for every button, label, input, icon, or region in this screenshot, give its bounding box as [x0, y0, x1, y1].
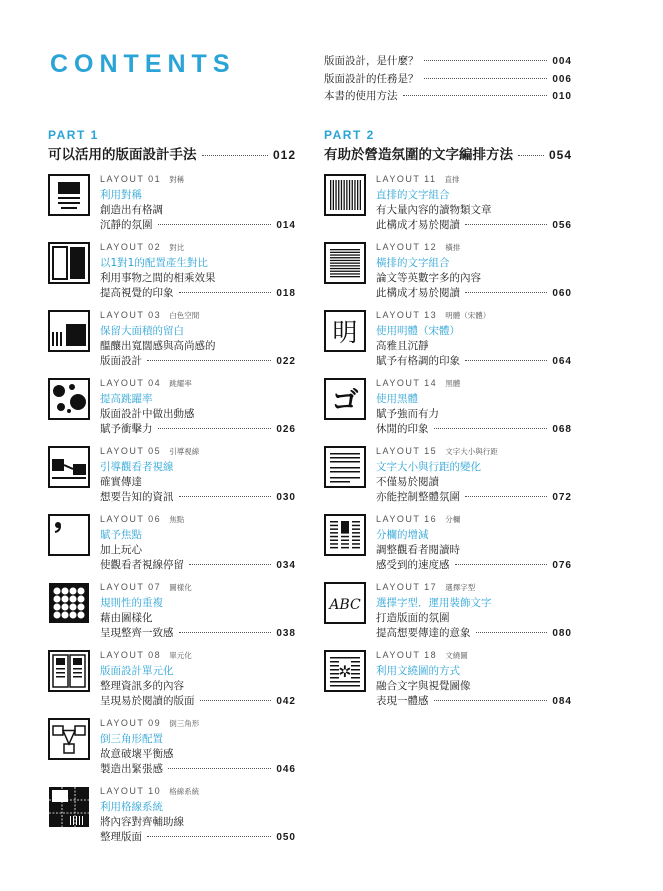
toc-entry-page: 022 — [276, 356, 296, 367]
symmetry-icon — [48, 174, 90, 216]
toc-entry-body — [376, 242, 572, 301]
toc-entry-body — [100, 174, 296, 233]
toc-entry-page: 064 — [552, 356, 572, 367]
layout-category: 跳耀率 — [169, 379, 192, 388]
toc-entry-body — [376, 446, 572, 505]
layout-number: LAYOUT 13 — [376, 310, 438, 320]
pattern-icon — [48, 582, 90, 624]
toc-entry-line: 提高想要傳達的意象 — [376, 627, 471, 639]
toc-entry-header — [376, 650, 572, 664]
toc-entry-line: 藉由圖樣化 — [100, 612, 153, 624]
toc-entry-line: 賦予衝擊力 — [100, 423, 153, 435]
toc-entry-last-line — [100, 354, 296, 369]
toc-entry-body — [376, 174, 572, 233]
toc-entry-heading: 版面設計單元化 — [100, 665, 174, 677]
part-2-column — [324, 128, 572, 707]
layout-number: LAYOUT 12 — [376, 242, 438, 252]
leader-dots — [403, 95, 548, 96]
toc-entry-page: 026 — [276, 424, 296, 435]
toc-entry-body — [100, 310, 296, 369]
toc-entry-body — [100, 446, 296, 505]
part-title-text: 有助於營造氛圍的文字編排方法 — [324, 147, 513, 163]
toc-entry-last-line — [376, 218, 572, 233]
leader-dots — [434, 428, 548, 429]
toc-entry-page: 072 — [552, 492, 572, 503]
leader-dots — [179, 632, 272, 633]
toc-entry-line: 製造出緊張感 — [100, 763, 163, 775]
toc-entry-header — [100, 310, 296, 324]
toc-entry-heading: 保留大面積的留白 — [100, 325, 184, 337]
intro-item-label: 本書的使用方法 — [324, 90, 398, 102]
toc-entry-header — [376, 582, 572, 596]
toc-entry-header — [100, 786, 296, 800]
layout-number: LAYOUT 15 — [376, 446, 438, 456]
leader-dots — [147, 360, 271, 361]
leader-dots — [465, 360, 547, 361]
layout-number: LAYOUT 07 — [100, 582, 162, 592]
layout-number: LAYOUT 09 — [100, 718, 162, 728]
toc-entry-line: 賦予有格調的印象 — [376, 355, 460, 367]
page-title: CONTENTS — [50, 50, 236, 78]
layout-category: 單元化 — [169, 651, 192, 660]
toc-entry-body — [100, 378, 296, 437]
part-title-text: 可以活用的版面設計手法 — [48, 147, 197, 163]
layout-number: LAYOUT 01 — [100, 174, 162, 184]
toc-entry-last-line — [376, 354, 572, 369]
toc-entry-body — [376, 514, 572, 573]
toc-entry-last-line — [100, 694, 296, 709]
toc-entry-heading: 利用對稱 — [100, 189, 142, 201]
toc-entry-header — [376, 514, 572, 528]
guide-eye-icon — [48, 446, 90, 488]
part-title[interactable] — [48, 143, 296, 165]
toc-entry-line: 提高視覺的印象 — [100, 287, 174, 299]
toc-entry-line: 加上玩心 — [100, 544, 142, 556]
toc-entry-line: 此構成才易於閱讀 — [376, 287, 460, 299]
toc-entry-heading: 橫排的文字組合 — [376, 257, 450, 269]
layout-category: 黑體 — [445, 379, 461, 388]
toc-entry-page: 034 — [276, 560, 296, 571]
part-title[interactable] — [324, 143, 572, 165]
layout-number: LAYOUT 10 — [100, 786, 162, 796]
toc-entry-last-line — [100, 762, 296, 777]
toc-entry-line: 想要告知的資訊 — [100, 491, 174, 503]
toc-entry-heading: 文字大小與行距的變化 — [376, 461, 481, 473]
leader-dots — [158, 224, 272, 225]
toc-entry-page: 046 — [276, 764, 296, 775]
layout-category: 焦點 — [169, 515, 185, 524]
toc-entry-body — [376, 378, 572, 437]
leader-dots — [424, 60, 548, 61]
layout-category: 對比 — [169, 243, 185, 252]
toc-entry-last-line — [376, 558, 572, 573]
layout-category: 選擇字型 — [445, 583, 476, 592]
toc-entry-line: 不僅易於閱讀 — [376, 476, 439, 488]
toc-entry-last-line — [100, 422, 296, 437]
layout-number: LAYOUT 18 — [376, 650, 438, 660]
toc-entry-last-line — [376, 694, 572, 709]
toc-entry-header — [100, 514, 296, 528]
toc-entry-page: 068 — [552, 424, 572, 435]
toc-entry-header — [100, 446, 296, 460]
part-title-page: 054 — [548, 148, 572, 162]
toc-entry-page: 084 — [552, 696, 572, 707]
toc-entry-heading: 分欄的增減 — [376, 529, 429, 541]
layout-category: 圖樣化 — [169, 583, 192, 592]
whitespace-icon — [48, 310, 90, 352]
toc-entry-last-line — [100, 218, 296, 233]
toc-entry-page: 042 — [276, 696, 296, 707]
layout-number: LAYOUT 17 — [376, 582, 438, 592]
part-label: PART 1 — [48, 128, 99, 142]
toc-entry-body — [100, 650, 296, 709]
layout-number: LAYOUT 16 — [376, 514, 438, 524]
leader-dots — [202, 155, 268, 156]
toc-entry-line: 醞釀出寬闊感與高尚感的 — [100, 340, 216, 352]
toc-entry-heading: 使用黑體 — [376, 393, 418, 405]
toc-entry-line: 將內容對齊輔助線 — [100, 816, 184, 828]
intro-item-label: 版面設計的任務是？ — [324, 72, 419, 85]
toc-entry-last-line — [100, 830, 296, 845]
toc-entry-header — [100, 718, 296, 732]
leader-dots — [179, 292, 272, 293]
toc-entry-heading: 提高跳躍率 — [100, 393, 153, 405]
leader-dots — [455, 564, 548, 565]
toc-entry-line: 版面設計中做出動感 — [100, 408, 195, 420]
svg-text:ゴ: ゴ — [331, 386, 359, 417]
line-spacing-icon — [324, 446, 366, 488]
leader-dots — [147, 836, 271, 837]
leader-dots — [424, 78, 548, 79]
toc-entry-body — [376, 582, 572, 641]
horizontal-text-icon — [324, 242, 366, 284]
toc-entry-line: 賦予強而有力 — [376, 408, 439, 420]
toc-entry-line: 呈現易於閱讀的版面 — [100, 695, 195, 707]
intro-item[interactable] — [324, 71, 572, 89]
toc-entry-body — [100, 718, 296, 777]
part-1-column — [48, 128, 296, 843]
toc-entry-line: 整理版面 — [100, 831, 142, 843]
svg-text:✲: ✲ — [338, 662, 352, 681]
leader-dots — [168, 768, 271, 769]
layout-number: LAYOUT 02 — [100, 242, 162, 252]
toc-entry-last-line — [100, 286, 296, 301]
intro-list — [324, 53, 572, 106]
focus-icon — [48, 514, 90, 556]
toc-entry-line: 確實傳達 — [100, 476, 142, 488]
toc-entry-header — [376, 242, 572, 256]
toc-entry-line: 利用事物之間的相乘效果 — [100, 272, 216, 284]
leader-dots — [434, 700, 548, 701]
layout-category: 引導視線 — [169, 447, 200, 456]
layout-number: LAYOUT 06 — [100, 514, 162, 524]
layout-number: LAYOUT 14 — [376, 378, 438, 388]
toc-entry-line: 呈現整齊一致感 — [100, 627, 174, 639]
toc-entry-header — [376, 446, 572, 460]
toc-entry-last-line — [100, 490, 296, 505]
toc-entry-body — [100, 786, 296, 845]
toc-entry-line: 此構成才易於閱讀 — [376, 219, 460, 231]
layout-category: 橫排 — [445, 243, 461, 252]
toc-entry-header — [376, 174, 572, 188]
layout-category: 倒三角形 — [169, 719, 200, 728]
toc-entry-last-line — [100, 558, 296, 573]
toc-entry-body — [100, 582, 296, 641]
toc-entry-page: 018 — [276, 288, 296, 299]
part-label: PART 2 — [324, 128, 375, 142]
toc-entry-line: 休閒的印象 — [376, 423, 429, 435]
toc-entry-page: 080 — [552, 628, 572, 639]
intro-item-page: 010 — [552, 91, 572, 102]
toc-entry-line: 沉靜的氛圍 — [100, 219, 153, 231]
toc-entry-heading: 賦予焦點 — [100, 529, 142, 541]
toc-entry-header — [100, 650, 296, 664]
toc-entry-line: 調整觀看者閱讀時 — [376, 544, 460, 556]
toc-entry-heading: 利用格線系統 — [100, 801, 163, 813]
toc-entry-last-line — [376, 626, 572, 641]
toc-entry-page: 076 — [552, 560, 572, 571]
toc-entry-line: 故意破壞平衡感 — [100, 748, 174, 760]
leader-dots — [465, 496, 547, 497]
layout-category: 格線系統 — [169, 787, 200, 796]
part-title-page: 012 — [272, 148, 296, 162]
toc-entry-page: 050 — [276, 832, 296, 843]
toc-entry-heading: 選擇字型．運用裝飾文字 — [376, 597, 492, 609]
toc-entry-body — [100, 242, 296, 301]
gothic-icon — [324, 378, 366, 420]
leader-dots — [158, 428, 272, 429]
layout-category: 直排 — [444, 175, 460, 184]
intro-item-label: 版面設計，是什麼？ — [324, 55, 419, 67]
toc-entry-last-line — [100, 626, 296, 641]
toc-entry-line: 創造出有格調 — [100, 204, 163, 216]
toc-entry-header — [376, 310, 572, 324]
unit-icon — [48, 650, 90, 692]
typeface-icon — [324, 582, 366, 624]
leader-dots — [518, 155, 544, 156]
toc-entry-line: 使觀看者視線停留 — [100, 559, 184, 571]
toc-entry-line: 論文等英數字多的內容 — [376, 272, 481, 284]
toc-entry-line: 有大量內容的讀物類文章 — [376, 204, 492, 216]
layout-number: LAYOUT 11 — [376, 174, 437, 184]
layout-category: 分欄 — [445, 515, 461, 524]
layout-number: LAYOUT 08 — [100, 650, 162, 660]
toc-entry-header — [100, 242, 296, 256]
toc-entry-line: 感受到的速度感 — [376, 559, 450, 571]
svg-text:明: 明 — [332, 318, 358, 347]
leader-dots — [476, 632, 548, 633]
columns-icon — [324, 514, 366, 556]
toc-entry-heading: 利用文繞圖的方式 — [376, 665, 460, 677]
contrast-icon — [48, 242, 90, 284]
layout-number: LAYOUT 03 — [100, 310, 162, 320]
toc-entry-heading: 使用明體（宋體） — [376, 325, 460, 337]
toc-entry-last-line — [376, 286, 572, 301]
toc-entry-heading: 規則性的重複 — [100, 597, 163, 609]
toc-entry-header — [100, 174, 296, 188]
layout-category: 明體（宋體） — [445, 311, 491, 320]
intro-item-page: 006 — [552, 73, 572, 85]
toc-entry-line: 融合文字與視覺圖像 — [376, 680, 471, 692]
text-wrap-icon — [324, 650, 366, 692]
leader-dots — [200, 700, 272, 701]
toc-entry-heading: 倒三角形配置 — [100, 733, 163, 745]
triangle-icon — [48, 718, 90, 760]
toc-entry-line: 打造版面的氛圍 — [376, 612, 450, 624]
toc-entry-heading: 引導觀看者視線 — [100, 461, 174, 473]
vertical-text-icon — [324, 174, 366, 216]
layout-category: 文繞圖 — [445, 651, 468, 660]
leader-dots — [465, 224, 547, 225]
toc-entry-page: 014 — [276, 220, 296, 231]
toc-entry-last-line — [376, 490, 572, 505]
toc-entry-header — [100, 582, 296, 596]
toc-entry-page: 056 — [552, 220, 572, 231]
intro-item[interactable] — [324, 88, 572, 106]
jump-rate-icon — [48, 378, 90, 420]
leader-dots — [189, 564, 271, 565]
svg-text:ABC: ABC — [329, 597, 361, 613]
toc-entry-heading: 以1對1的配置產生對比 — [100, 257, 208, 269]
toc-entry-body — [376, 650, 572, 709]
layout-category: 文字大小與行距 — [445, 447, 498, 456]
leader-dots — [179, 496, 272, 497]
toc-entry-heading: 直排的文字組合 — [376, 189, 450, 201]
toc-entry-line: 表現一體感 — [376, 695, 429, 707]
layout-number: LAYOUT 04 — [100, 378, 162, 388]
toc-entry-page: 038 — [276, 628, 296, 639]
toc-entry-header — [100, 378, 296, 392]
leader-dots — [465, 292, 547, 293]
intro-item[interactable] — [324, 53, 572, 71]
toc-entry-body — [376, 310, 572, 369]
toc-entry-page: 030 — [276, 492, 296, 503]
layout-number: LAYOUT 05 — [100, 446, 162, 456]
layout-category: 對稱 — [169, 175, 185, 184]
grid-icon — [48, 786, 90, 828]
mincho-icon — [324, 310, 366, 352]
toc-entry-header — [376, 378, 572, 392]
toc-entry-page: 060 — [552, 288, 572, 299]
toc-entry-last-line — [376, 422, 572, 437]
toc-entry-line: 整理資訊多的內容 — [100, 680, 184, 692]
toc-entry-line: 高雅且沉靜 — [376, 340, 429, 352]
toc-entry-line: 亦能控制整體氛圍 — [376, 491, 460, 503]
intro-item-page: 004 — [552, 56, 572, 67]
layout-category: 白色空間 — [169, 311, 200, 320]
toc-entry-line: 版面設計 — [100, 355, 142, 367]
toc-entry-body — [100, 514, 296, 573]
